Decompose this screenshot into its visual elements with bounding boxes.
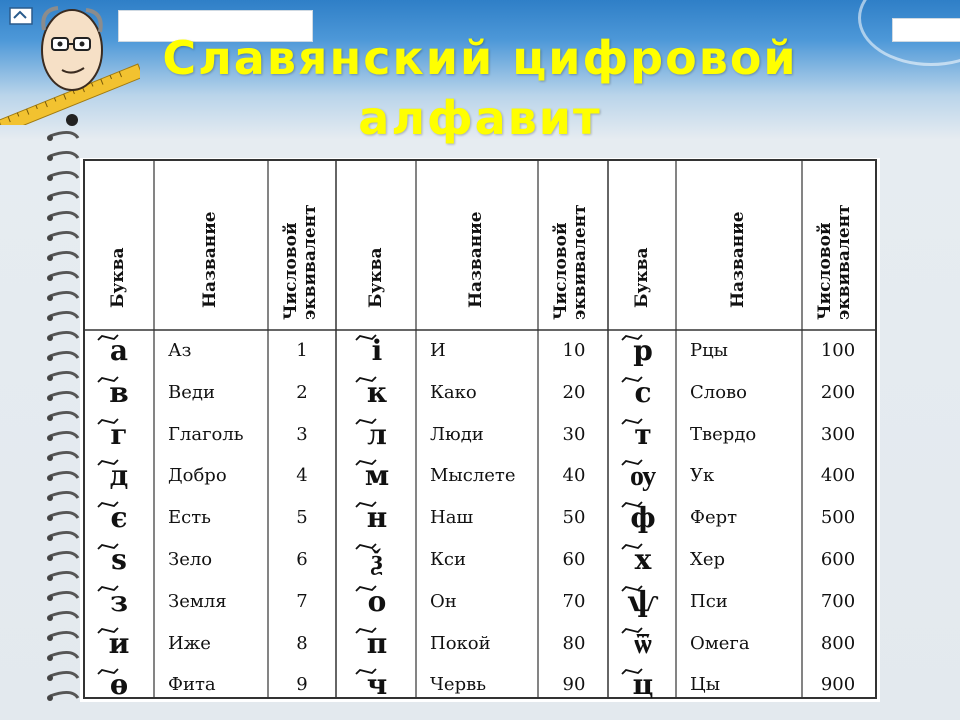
header-letter-1: Буква [108,247,128,308]
slavic-letter: с [618,376,668,410]
numeric-value: 300 [820,423,856,445]
slavic-letter: ѿ [618,627,668,661]
numeric-value: 800 [820,632,856,654]
titlo-mark-icon [94,334,122,342]
titlo-mark-icon [94,376,122,384]
letter-name: Зело [168,549,213,570]
numeric-value: 100 [820,340,856,361]
header-name-3: Название [728,211,748,308]
letter-name: Люди [430,423,484,445]
titlo-mark-icon [94,585,122,593]
titlo-mark-icon [352,668,380,676]
slavic-letter: т [618,418,668,452]
titlo-mark-icon [618,376,646,384]
letter-name: Земля [168,590,227,612]
numeral-table [80,158,880,702]
titlo-mark-icon [94,501,122,509]
titlo-mark-icon [94,459,122,467]
letter-name: Слово [690,381,748,403]
numeric-value: 70 [562,590,586,612]
numeric-value: 4 [296,465,308,487]
header-value-1 [282,204,320,320]
titlo-mark-icon [94,543,122,551]
numeric-value: 600 [820,549,856,570]
numeric-value: 10 [562,340,586,361]
titlo-mark-icon [618,459,646,467]
slavic-letter: ѯ [352,543,402,577]
letter-name: Аз [168,340,192,361]
titlo-mark-icon [352,627,380,635]
numeric-value: 6 [296,549,308,570]
numeric-value: 40 [562,465,586,487]
titlo-mark-icon [618,668,646,676]
notebook-spiral-icon [10,108,80,720]
numeric-value: 60 [562,549,586,570]
header-letter-3: Буква [632,247,652,308]
letter-name: Ферт [690,507,738,529]
letter-name: Червь [430,674,487,696]
slavic-letter: є [94,501,144,535]
numeric-value: 8 [296,632,308,654]
letter-name: Он [430,590,457,612]
slavic-letter: д [94,459,144,493]
numeric-value: 500 [820,507,856,529]
slavic-letter: л [352,418,402,452]
header-value-line2: эквивалент [300,204,320,320]
titlo-mark-icon [352,418,380,426]
slavic-letter: ч [352,668,402,702]
header-value-3 [816,204,854,320]
numeric-value: 90 [562,674,586,696]
slavic-letter: ѕ [94,543,144,577]
slavic-letter: н [352,501,402,535]
titlo-mark-icon [94,627,122,635]
titlo-mark-icon [352,501,380,509]
slavic-letter: р [618,334,668,368]
titlo-mark-icon [352,334,380,342]
letter-name: Добро [168,465,227,487]
numeric-value: 2 [296,381,308,403]
slide-title: Славянский цифровой алфавит [162,31,798,145]
header-value-2 [552,204,590,320]
letter-name: Иже [168,632,211,654]
numeric-value: 5 [296,507,308,529]
header-value-line1: Числовой [551,222,571,320]
letter-name: Како [430,381,477,403]
letter-name: Кси [430,549,467,570]
slavic-letter: о [352,585,402,619]
header-value-line1: Числовой [281,222,301,320]
letter-name: И [430,340,446,361]
titlo-mark-icon [94,668,122,676]
decorative-bar-right [892,18,960,42]
slavic-letter: г [94,418,144,452]
letter-name: Рцы [690,340,729,361]
letter-name: Глаголь [168,423,244,445]
letter-name: Мыслете [430,465,516,487]
numeric-value: 3 [296,423,308,445]
numeric-value: 1 [296,340,308,361]
numeric-value: 50 [562,507,586,529]
header-name-2: Название [466,211,486,308]
letter-name: Наш [430,507,474,529]
titlo-mark-icon [352,459,380,467]
letter-name: Цы [690,674,721,696]
slavic-letter: з [94,585,144,619]
numeric-value: 400 [820,465,856,487]
titlo-mark-icon [618,334,646,342]
letter-name: Фита [168,674,216,696]
slavic-letter: і [352,334,402,368]
numeric-value: 700 [820,590,856,612]
numeric-value: 200 [820,381,856,403]
titlo-mark-icon [618,418,646,426]
slavic-letter: ѹ [618,459,668,493]
numeric-value: 7 [296,590,308,612]
numeric-value: 900 [820,674,856,696]
numeric-value: 20 [562,381,586,403]
slavic-letter: ѳ [94,668,144,702]
slavic-letter: п [352,627,402,661]
titlo-mark-icon [352,376,380,384]
letter-name: Хер [690,549,725,570]
slavic-letter: х [618,543,668,577]
titlo-mark-icon [618,543,646,551]
header-value-line2: эквивалент [834,204,854,320]
slavic-letter: и [94,627,144,661]
letter-name: Пси [690,590,728,612]
slavic-letter: м [352,459,402,493]
numeric-value: 9 [296,674,308,696]
titlo-mark-icon [618,627,646,635]
slavic-letter: к [352,376,402,410]
titlo-mark-icon [94,418,122,426]
letter-name: Веди [168,381,215,403]
slavic-letter: в [94,376,144,410]
slavic-letter: ѱ [618,585,668,619]
letter-name: Покой [430,632,491,654]
slavic-letter: ф [618,501,668,535]
letter-name: Ук [690,465,715,487]
header-value-line2: эквивалент [570,204,590,320]
titlo-mark-icon [618,585,646,593]
numeric-value: 80 [562,632,586,654]
numeric-value: 30 [562,423,586,445]
titlo-mark-icon [352,585,380,593]
letter-name: Твердо [690,423,757,445]
letter-name: Есть [168,507,211,529]
header-name-1: Название [200,211,220,308]
titlo-mark-icon [352,543,380,551]
slavic-letter: а [94,334,144,368]
header-letter-2: Буква [366,247,386,308]
letter-name: Омега [690,632,750,654]
slavic-letter: ц [618,668,668,702]
titlo-mark-icon [618,501,646,509]
header-value-line1: Числовой [815,222,835,320]
